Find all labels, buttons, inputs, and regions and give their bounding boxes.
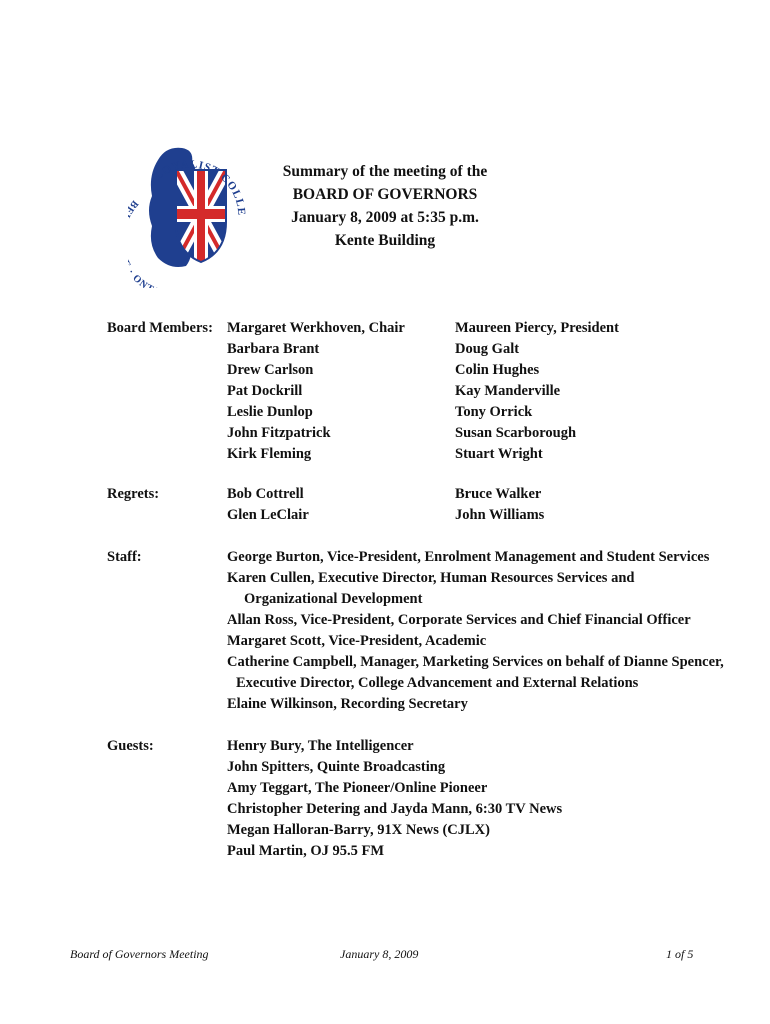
list-item: Maureen Piercy, President	[455, 320, 619, 336]
list-item: Christopher Detering and Jayda Mann, 6:30 TV News	[227, 801, 563, 817]
header-line-3: January 8, 2009 at 5:35 p.m.	[291, 209, 479, 226]
list-item: Kay Manderville	[455, 383, 561, 399]
list-item: Kirk Fleming	[227, 446, 312, 462]
document-header	[240, 160, 530, 252]
list-item: Margaret Werkhoven, Chair	[227, 320, 405, 336]
list-item: John Fitzpatrick	[227, 425, 331, 441]
list-item: Bruce Walker	[455, 486, 542, 502]
list-item: Colin Hughes	[455, 362, 540, 378]
list-item: Allan Ross, Vice-President, Corporate Services and Chief Financial Officer	[227, 612, 691, 628]
footer-date: January 8, 2009	[340, 947, 419, 961]
staff-label: Staff:	[107, 549, 142, 565]
college-logo	[128, 140, 248, 288]
list-item: Pat Dockrill	[227, 383, 303, 399]
list-item: Drew Carlson	[227, 362, 314, 378]
guests-list	[227, 736, 562, 862]
logo-text-top: LOYALIST COLLE	[152, 158, 248, 217]
logo-text-bottom: B ON	[128, 197, 151, 288]
regrets-column-1	[227, 484, 309, 526]
list-item: John Spitters, Quinte Broadcasting	[227, 759, 446, 775]
list-item: Paul Martin, OJ 95.5 FM	[227, 843, 385, 859]
list-item: Karen Cullen, Executive Director, Human Resources Services and	[227, 570, 635, 586]
list-item: Doug Galt	[455, 341, 520, 357]
header-line-1: Summary of the meeting of the	[282, 163, 488, 180]
board-members-label: Board Members:	[107, 320, 213, 336]
list-item: Tony Orrick	[455, 404, 533, 420]
page-number: 1 of 5	[666, 947, 694, 961]
header-line-4: Kente Building	[334, 232, 436, 249]
list-item: Organizational Development	[244, 591, 423, 607]
list-item: Henry Bury, The Intelligencer	[227, 738, 414, 754]
guests-label: Guests:	[107, 738, 154, 754]
staff-list	[227, 547, 724, 715]
list-item: Stuart Wright	[455, 446, 543, 462]
board-members-column-1	[227, 318, 405, 465]
list-item: Bob Cottrell	[227, 486, 304, 502]
list-item: Leslie Dunlop	[227, 404, 313, 420]
list-item: Catherine Campbell, Manager, Marketing Services on behalf of Dianne Spencer,	[227, 654, 724, 670]
list-item: Amy Teggart, The Pioneer/Online Pioneer	[227, 780, 488, 796]
regrets-column-2	[455, 484, 544, 526]
list-item: Margaret Scott, Vice-President, Academic	[227, 633, 487, 649]
footer-left: Board of Governors Meeting	[70, 947, 209, 961]
list-item: George Burton, Vice-President, Enrolment Management and Student Services	[227, 549, 710, 565]
list-item: Barbara Brant	[227, 341, 320, 357]
list-item: Susan Scarborough	[455, 425, 577, 441]
list-item: Executive Director, College Advancement and External Relations	[236, 675, 639, 691]
list-item: Glen LeClair	[227, 507, 309, 523]
list-item: Elaine Wilkinson, Recording Secretary	[227, 696, 468, 712]
list-item: Megan Halloran-Barry, 91X News (CJLX)	[227, 822, 490, 838]
board-members-column-2	[455, 318, 619, 465]
regrets-label: Regrets:	[107, 486, 160, 502]
list-item: John Williams	[455, 507, 545, 523]
header-line-2: BOARD OF GOVERNORS	[292, 186, 478, 203]
